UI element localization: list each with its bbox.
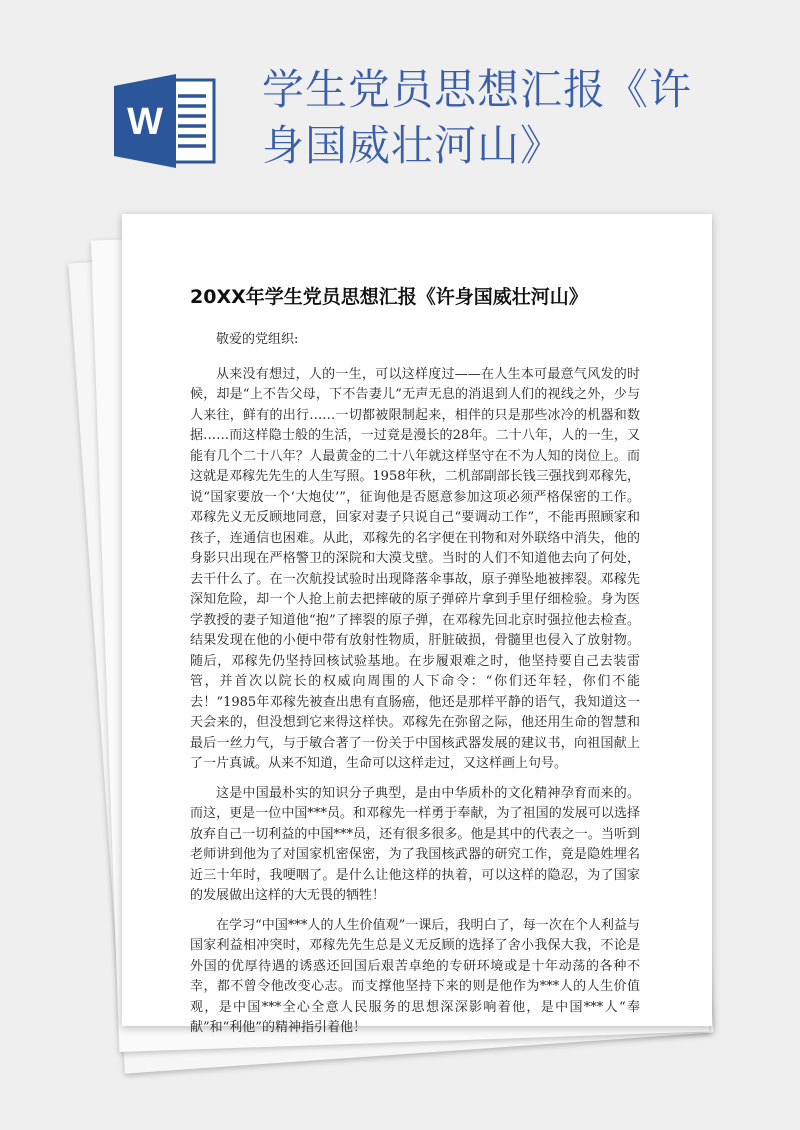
body-paragraph: 在学习“中国***人的人生价值观”一课后，我明白了，每一次在个人利益与国家利益相冲突时，邓稼先先生总是义无反顾的选择了舍小我保大我，不论是外国的优厚待遇的诱惑还回国后艰苦卓绝的专研环境或是十年动荡的各种不幸，都不曾令他改变心志。而支撑他坚持下来的则是他作为***人的人生价值观，是中国***全心全意人民服务的思想深深影响着他，是中国***人“奉献”和“利他”的精神指引着他！: [190, 917, 640, 1035]
document-body: [190, 330, 640, 1048]
word-icon-letter: W: [127, 101, 163, 143]
word-document-icon: [112, 72, 222, 170]
document-page: [122, 214, 712, 1035]
page-header-title: 学生党员思想汇报《许身国威壮河山》: [262, 65, 693, 170]
document-title: 20XX年学生党员思想汇报《许身国威壮河山》: [190, 286, 588, 308]
salutation: 敬爱的党组织:: [216, 332, 299, 347]
body-paragraph: 这是中国最朴实的知识分子典型，是由中华质朴的文化精神孕育而来的。而这，更是一位中国***员。和邓稼先一样勇于奉献，为了祖国的发展可以选择放弃自己一切利益的中国***员，还有很多很多。他是其中的代表之一。当听到老师讲到他为了对国家机密保密，为了我国核武器的研究工作，竟是隐姓埋名近三十年时，我哽咽了。是什么让他这样的执着，可以这样的隐忍，为了国家的发展做出这样的大无畏的牺牲！: [190, 785, 640, 903]
body-paragraph: 从来没有想过，人的一生，可以这样度过——在人生本可最意气风发的时候，却是“上不告父母，下不告妻儿”无声无息的消退到人们的视线之外，少与人来往，鲜有的出行……一切都被限制起来，相伴的只是那些冰冷的机器和数据……而这样隐士般的生活，一过竟是漫长的28年。二十八年，人的一生，又能有几个二十八年？人最黄金的二十八年就这样坚守在不为人知的岗位上。而这就是邓稼先先生的人生写照。1958年秋，二机部副部长钱三强找到邓稼先，说“国家要放一个‘大炮仗’”，征询他是否愿意参加这项必须严格保密的工作。邓稼先义无反顾地同意，回家对妻子只说自己“要调动工作”，不能再照顾家和孩子，连通信也困难。从此，邓稼先的名字便在刊物和对外联络中消失，他的身影只出现在严格警卫的深院和大漠戈壁。当时的人们不知道他去向了何处，去干什么了。在一次航投试验时出现降落伞事故，原子弹坠地被摔裂。邓稼先深知危险，却一个人抢上前去把摔破的原子弹碎片拿到手里仔细检验。身为医学教授的妻子知道他“抱”了摔裂的原子弹，在邓稼先回北京时强拉他去检查。结果发现在他的小便中带有放射性物质，肝脏破损，骨髓里也侵入了放射物。随后，邓稼先仍坚持回核试验基地。在步履艰难之时，他坚持要自己去装雷管，并首次以院长的权威向周围的人下命令：“你们还年轻，你们不能去！”1985年邓稼先被查出患有直肠癌，他还是那样平静的语气，我知道这一天会来的，但没想到它来得这样快。邓稼先在弥留之际，他还用生命的智慧和最后一丝力气，与于敏合著了一份关于中国核武器发展的建议书，向祖国献上了一片真诚。从来不知道，生命可以这样走过，又这样画上句号。: [190, 366, 640, 771]
